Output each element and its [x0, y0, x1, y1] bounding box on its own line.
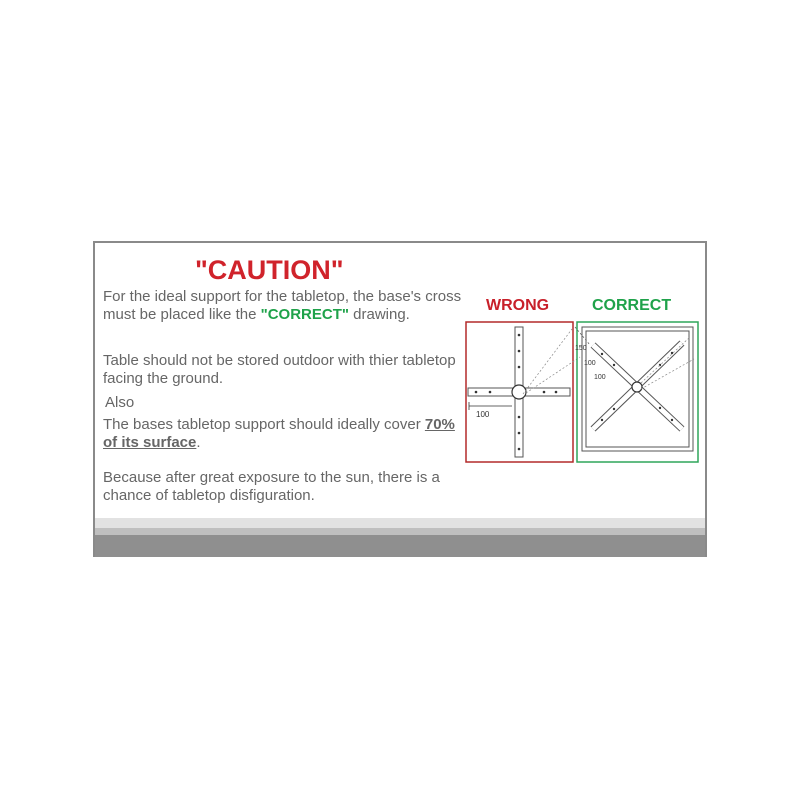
coverage-highlight: 70% of its surface [103, 416, 455, 451]
caution-panel [93, 241, 707, 557]
correct-dimension-label-100b: 100 [594, 374, 606, 381]
correct-dimension-label-150: 150 [575, 345, 587, 352]
placement-diagram [460, 317, 700, 467]
coverage-text-end: . [196, 434, 201, 451]
correct-label: CORRECT [592, 297, 672, 314]
wrong-dimension-label: 100 [476, 410, 490, 419]
coverage-paragraph [103, 416, 463, 452]
sun-exposure-note: Because after great exposure to the sun, there is a chance of tabletop disfiguration. [103, 469, 440, 504]
wrong-center-hub [512, 385, 526, 399]
correct-dimension-label-100a: 100 [584, 360, 596, 367]
correct-center-hub [632, 382, 642, 392]
also-label: Also [105, 394, 135, 411]
instruction-text: For the ideal support for the tabletop, the base's cross must be placed like the [103, 288, 462, 323]
correct-diagram [575, 322, 698, 462]
coverage-text: The bases tabletop support should ideally cover [103, 416, 425, 433]
footer-band-mid [95, 528, 705, 535]
instruction-text-end: drawing. [348, 306, 410, 323]
wrong-diagram [466, 322, 580, 462]
instruction-paragraph [103, 288, 463, 324]
caution-title: "CAUTION" [195, 255, 344, 285]
footer-band-light [95, 518, 705, 528]
storage-warning: Table should not be stored outdoor with thier tabletop facing the ground. [103, 352, 456, 387]
wrong-label: WRONG [486, 297, 550, 314]
correct-highlight: "CORRECT" [260, 306, 349, 323]
footer-band-dark [95, 535, 705, 557]
